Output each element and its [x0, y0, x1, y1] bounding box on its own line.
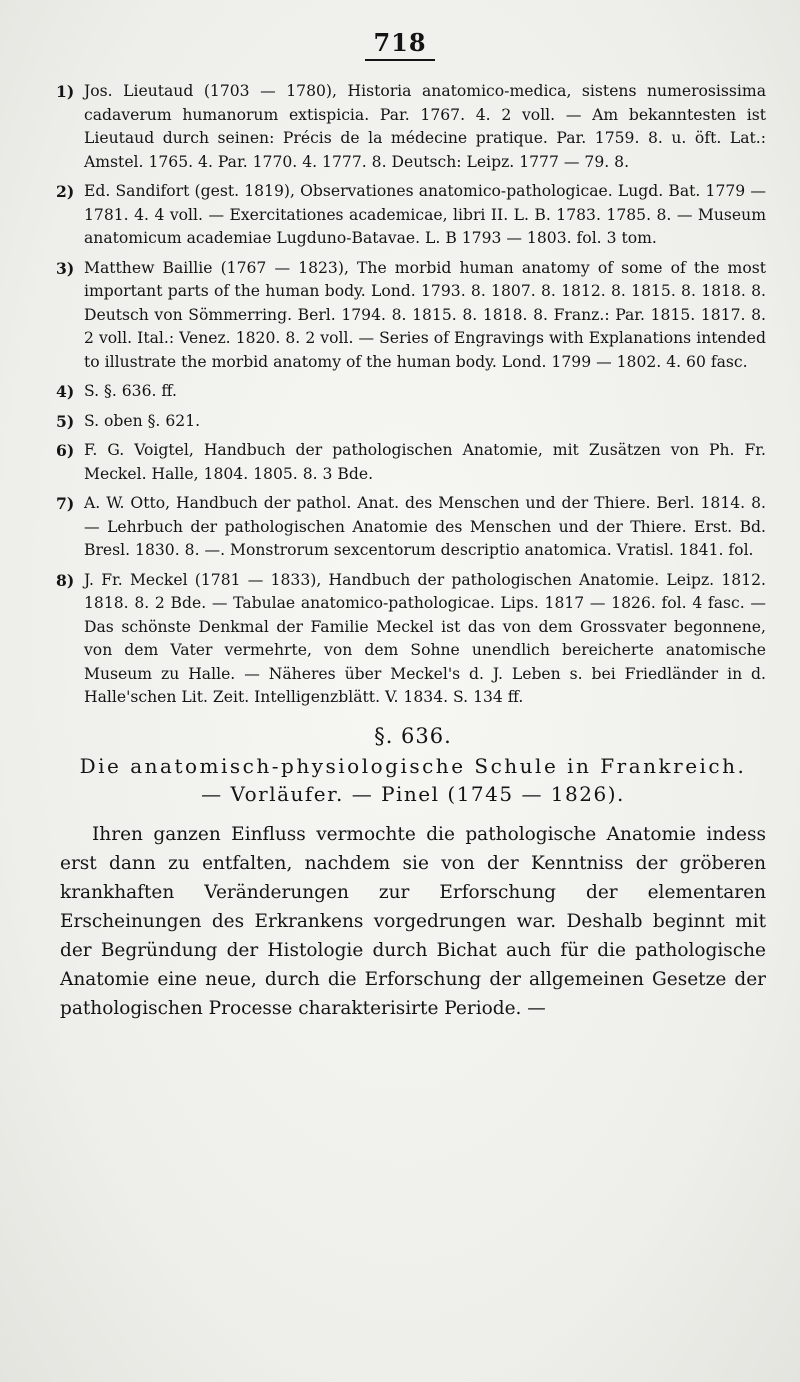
footnote-mark: 8)	[56, 570, 75, 590]
footnote-text: F. G. Voigtel, Handbuch der pathologischen Anatomie, mit Zusätzen von Ph. Fr. Meckel. Halle, 1804. 1805. 8. 3 Bde.	[84, 441, 766, 483]
footnote-text: J. Fr. Meckel (1781 — 1833), Handbuch der pathologischen Anatomie. Leipz. 1812. 1818. 8. 2 Bde. — Tabulae anatomico-pathologicae. Lips. 1817 — 1826. fol. 4 fasc. — Das schönste Denkmal der Familie Meckel ist das von dem Grossvater begonnene, von dem Vater vermehrte, von dem Sohne unendlich bereicherte anatomische Museum zu Halle. — Näheres über Meckel's d. J. Leben s. bei Friedländer in d. Halle'schen Lit. Zeit. Intelligenzblätt. V. 1834. S. 134 ff.	[84, 570, 766, 706]
footnote	[56, 80, 766, 174]
footnotes	[56, 80, 766, 710]
footnote	[56, 569, 766, 710]
footnote-mark: 6)	[56, 441, 75, 460]
footnote-mark: 5)	[56, 411, 75, 431]
footnote	[56, 180, 766, 251]
footnote	[56, 439, 766, 486]
section-title: Die anatomisch-physiologische Schule in Frankreich.	[79, 753, 747, 778]
footnote-text: Matthew Baillie (1767 — 1823), The morbid human anatomy of some of the most important parts of the human body. Lond. 1793. 8. 1807. 8. 1812. 8. 1815. 8. 1818. 8. Deutsch von Sömmerring. Berl. 1794. 8. 1815. 8. 1818. 8. Franz.: Par. 1815. 1817. 8. 2 voll. Ital.: Venez. 1820. 8. 2 voll. — Series of Engravings with Explanations intended to illustrate the morbid anatomy of the human body. Lond. 1799 — 1802. 4. 60 fasc.	[84, 258, 766, 371]
footnote	[56, 410, 766, 434]
footnote-mark: 1)	[56, 82, 75, 101]
footnote-mark: 7)	[56, 494, 75, 513]
footnote	[56, 380, 766, 404]
page-content	[56, 80, 766, 1041]
footnote	[56, 257, 766, 375]
section-heading	[60, 724, 766, 808]
footnote-mark: 2)	[56, 182, 75, 201]
footnote-text: Jos. Lieutaud (1703 — 1780), Historia anatomico-medica, sistens numerosissima cadaverum humanorum extispicia. Par. 1767. 4. 2 voll. — Am bekanntesten ist Lieutaud durch seinen: Précis de la médecine pratique. Par. 1759. 8. u. öft. Lat.: Amstel. 1765. 4. Par. 1770. 4. 1777. 8. Deutsch: Leipz. 1777 — 79. 8.	[84, 82, 766, 171]
footnote-text: Ed. Sandifort (gest. 1819), Observationes anatomico-pathologicae. Lugd. Bat. 1779 — 1781. 4. 4 voll. — Exercitationes academicae, libri II. L. B. 1783. 1785. 8. — Museum anatomicum academiae Lugduno-Batavae. L. B 1793 — 1803. fol. 3 tom.	[84, 182, 766, 247]
page-number: 718	[365, 28, 434, 61]
body-paragraph: Ihren ganzen Einfluss vermochte die pathologische Anatomie indess erst dann zu entfalten, nachdem sie von der Kenntniss der gröberen krankhaften Veränderungen zur Erforschung der elementaren Erscheinungen des Erkrankens vorgedrungen war. Deshalb beginnt mit der Begründung der Histologie durch Bichat auch für die pathologische Anatomie eine neue, durch die Erforschung der allgemeinen Gesetze der pathologischen Processe charakterisirte Periode. —	[60, 823, 766, 1019]
footnote	[56, 492, 766, 563]
footnote-text: S. §. 636. ff.	[84, 382, 177, 400]
footnote-text: S. oben §. 621.	[84, 411, 201, 430]
footnote-text: A. W. Otto, Handbuch der pathol. Anat. des Menschen und der Thiere. Berl. 1814. 8. — Lehrbuch der pathologischen Anatomie des Menschen und der Thiere. Erst. Bd. Bresl. 1830. 8. —. Monstrorum sexcentorum descriptio anatomica. Vratisl. 1841. fol.	[84, 494, 766, 559]
page-header	[0, 28, 800, 61]
footnote-mark: 3)	[56, 258, 75, 278]
section-subtitle: — Vorläufer. — Pinel (1745 — 1826).	[201, 781, 625, 806]
footnote-mark: 4)	[56, 382, 75, 401]
section-number: §. 636.	[374, 723, 452, 748]
